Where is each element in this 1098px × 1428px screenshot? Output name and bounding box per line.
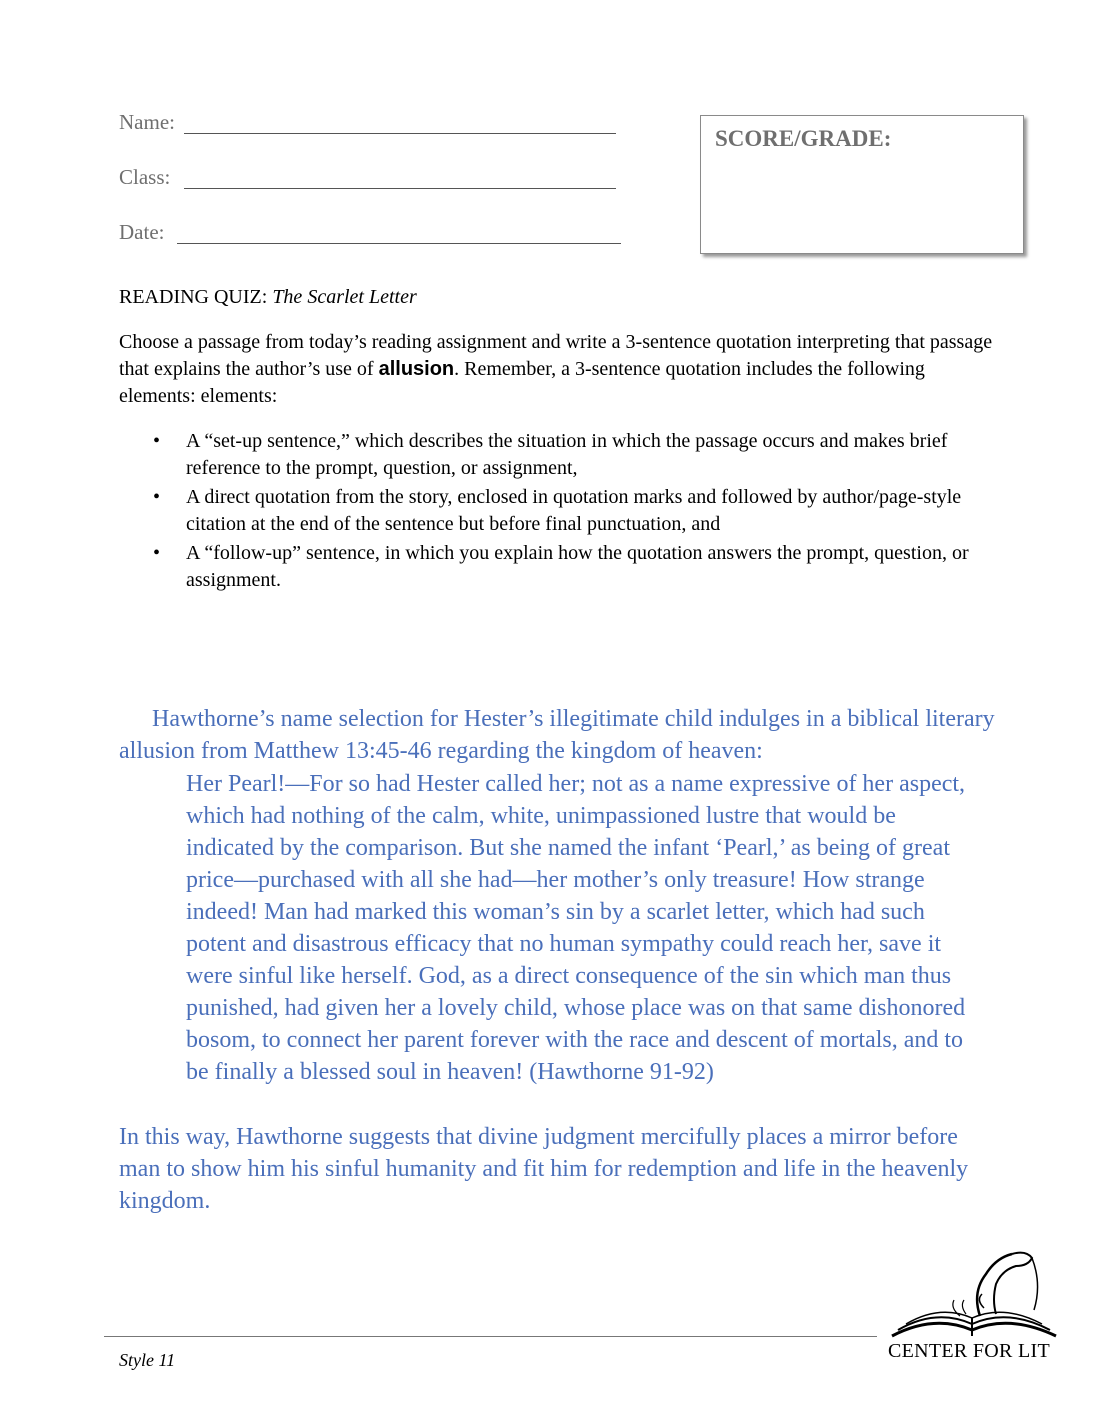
footer-style-label: Style 11 — [119, 1350, 176, 1370]
instructions — [119, 329, 999, 410]
logo-text: CENTER FOR LIT — [888, 1340, 1050, 1362]
element-list — [119, 428, 999, 596]
pelican-book-logo-icon — [884, 1244, 1064, 1344]
quiz-prefix: READING QUIZ: — [119, 286, 273, 308]
bullet-icon: • — [153, 542, 161, 564]
name-field[interactable] — [119, 110, 175, 135]
list-item — [119, 428, 999, 482]
score-label: SCORE/GRADE: — [715, 126, 892, 151]
answer-block-quote: Her Pearl!—For so had Hester called her; not as a name expressive of her aspect, which had nothing of the calm, white, unimpassioned lustre that would be indicated by the comparison. But she named the infant ‘Pearl,’ as being of great price—purchased with all she had—her mother’s only treasure! How strange indeed! Man had marked this woman’s sin by a scarlet letter, which had such potent and disastrous efficacy that no human sympathy could reach her, save it were sinful like herself. God, as a direct consequence of the sin which man thus punished, had given her a lovely child, whose place was on that same dishonored bosom, to connect her parent forever with the race and descent of mortals, and to be finally a blessed soul in heaven! (Hawthorne 91-92) — [186, 771, 966, 1085]
instructions-bold: allusion — [378, 358, 455, 380]
name-label: Name: — [119, 110, 175, 134]
list-item — [119, 484, 999, 538]
date-label: Date: — [119, 220, 165, 244]
list-item-text: A direct quotation from the story, enclosed in quotation marks and followed by author/page-style citation at the end of the sentence but before final punctuation, and — [186, 486, 962, 535]
answer-intro: Hawthorne’s name selection for Hester’s illegitimate child indulges in a biblical literary allusion from Matthew 13:45-46 regarding the kingdom of heaven: — [119, 706, 995, 764]
book-title: The Scarlet Letter — [272, 286, 417, 308]
answer-follow-up: In this way, Hawthorne suggests that divine judgment mercifully places a mirror before man to show him his sinful humanity and fit him for redemption and life in the heavenly kingdom. — [119, 1124, 969, 1214]
footer-divider — [104, 1336, 877, 1337]
bullet-icon: • — [153, 486, 161, 508]
score-box — [700, 115, 1024, 254]
list-item-text: A “follow-up” sentence, in which you explain how the quotation answers the prompt, question, or assignment. — [186, 542, 969, 591]
bullet-icon: • — [153, 430, 161, 452]
date-field[interactable] — [119, 220, 164, 245]
quiz-title — [119, 286, 417, 309]
list-item — [119, 540, 999, 594]
date-line[interactable] — [177, 243, 621, 244]
class-line[interactable] — [184, 188, 616, 189]
list-item-text: A “set-up sentence,” which describes the situation in which the passage occurs and makes brief reference to the prompt, question, or assignment, — [186, 430, 948, 479]
instructions-before: Choose a passage from today’s reading assignment and write a 3-sentence quotation interpreting that passage that explains the author’s use of — [119, 331, 993, 380]
instructions-after: . Remember, a 3-sentence quotation includes the following elements: elements: — [119, 358, 925, 407]
class-label: Class: — [119, 165, 171, 189]
name-line[interactable] — [184, 133, 616, 134]
class-field[interactable] — [119, 165, 170, 190]
